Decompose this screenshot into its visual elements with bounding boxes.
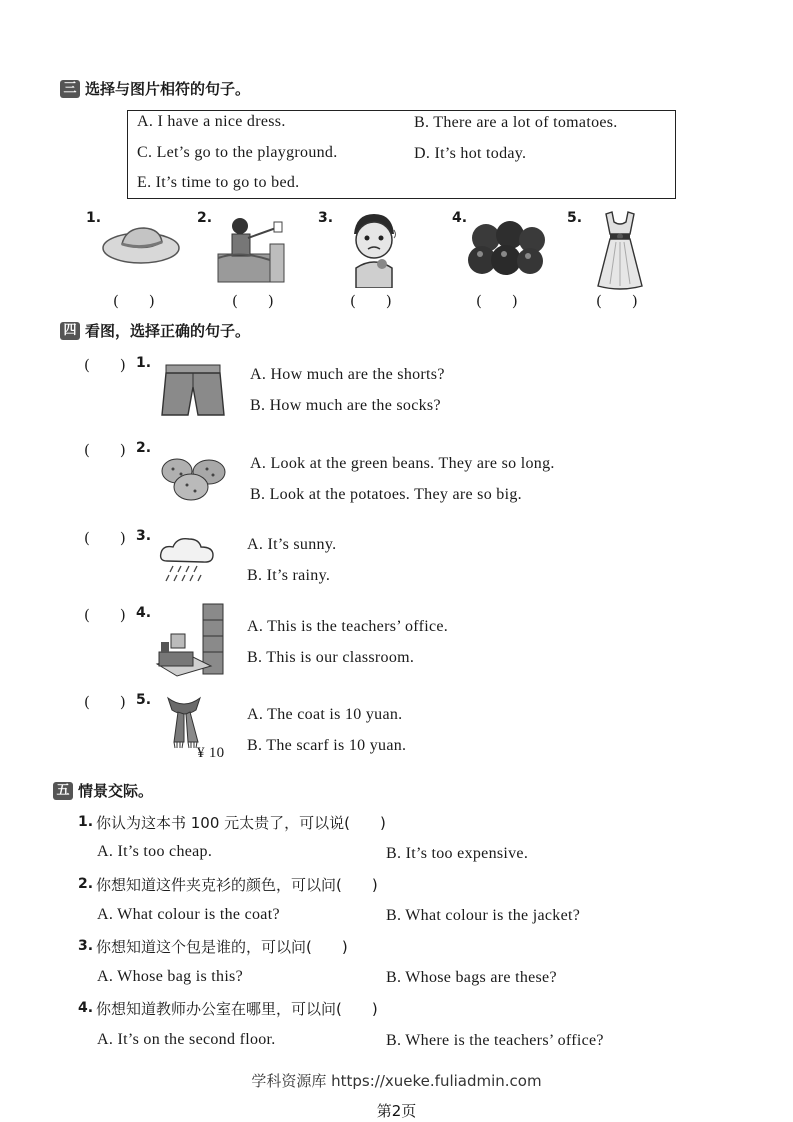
item-5-1-option-a: A. It’s too cheap. — [97, 843, 213, 860]
section-3-badge: 三 — [60, 80, 80, 98]
item-5-3-option-b: B. Whose bags are these? — [386, 969, 557, 986]
hot-boy-icon — [344, 212, 404, 288]
picture-2-number: 2. — [197, 210, 213, 226]
picture-2-blank[interactable]: ( ) — [232, 292, 274, 310]
item-4-1-number: 1. — [136, 355, 152, 371]
item-4-5-option-b: B. The scarf is 10 yuan. — [247, 737, 407, 754]
item-4-4-number: 4. — [136, 605, 152, 621]
option-d: D. It’s hot today. — [414, 145, 527, 162]
item-5-1-question: 你认为这本书 100 元太贵了，可以说( ) — [96, 814, 386, 832]
item-5-4-option-b: B. Where is the teachers’ office? — [386, 1032, 604, 1049]
item-5-4-number: 4. — [78, 1000, 94, 1016]
item-4-5-option-a: A. The coat is 10 yuan. — [247, 706, 403, 723]
potatoes-icon — [157, 455, 229, 503]
item-5-1-number: 1. — [78, 814, 94, 830]
item-5-4-question: 你想知道教师办公室在哪里，可以问( ) — [96, 1000, 378, 1018]
option-a: A. I have a nice dress. — [137, 113, 286, 130]
picture-4-blank[interactable]: ( ) — [476, 292, 518, 310]
rain-cloud-icon — [157, 535, 217, 585]
item-4-5-number: 5. — [136, 692, 152, 708]
scarf-price: ¥ 10 — [197, 745, 225, 761]
hat-icon — [100, 222, 182, 266]
section-4-title-text: 看图，选择正确的句子。 — [85, 322, 251, 340]
section-5-badge: 五 — [53, 782, 73, 800]
item-5-2-number: 2. — [78, 876, 94, 892]
item-4-4-blank[interactable]: ( ) — [84, 606, 126, 624]
section-5-title-text: 情景交际。 — [78, 782, 154, 800]
item-5-2-question: 你想知道这件夹克衫的颜色，可以问( ) — [96, 876, 378, 894]
item-5-4-option-a: A. It’s on the second floor. — [97, 1031, 276, 1048]
option-e: E. It’s time to go to bed. — [137, 174, 300, 191]
picture-3-blank[interactable]: ( ) — [350, 292, 392, 310]
item-4-3-option-b: B. It’s rainy. — [247, 567, 331, 584]
item-4-3-blank[interactable]: ( ) — [84, 529, 126, 547]
option-b: B. There are a lot of tomatoes. — [414, 114, 618, 131]
office-icon — [155, 602, 227, 678]
section-4-title — [60, 320, 250, 341]
item-5-3-option-a: A. Whose bag is this? — [97, 968, 243, 985]
bed-icon — [210, 214, 290, 288]
item-4-3-number: 3. — [136, 528, 152, 544]
picture-3-number: 3. — [318, 210, 334, 226]
item-4-4-option-a: A. This is the teachers’ office. — [247, 618, 449, 635]
item-5-2-option-a: A. What colour is the coat? — [97, 906, 280, 923]
section-3-title — [60, 78, 250, 99]
item-4-1-blank[interactable]: ( ) — [84, 356, 126, 374]
section-4-badge: 四 — [60, 322, 80, 340]
picture-1-number: 1. — [86, 210, 102, 226]
item-5-1-option-b: B. It’s too expensive. — [386, 845, 529, 862]
picture-4-number: 4. — [452, 210, 468, 226]
dress-icon — [596, 210, 644, 290]
item-5-3-number: 3. — [78, 938, 94, 954]
item-4-1-option-a: A. How much are the shorts? — [250, 366, 445, 383]
item-5-2-option-b: B. What colour is the jacket? — [386, 907, 581, 924]
picture-1-blank[interactable]: ( ) — [113, 292, 155, 310]
section-5-title — [53, 780, 153, 801]
item-4-2-number: 2. — [136, 440, 152, 456]
item-4-2-blank[interactable]: ( ) — [84, 441, 126, 459]
watermark-text: 学科资源库 https://xueke.fuliadmin.com — [251, 1072, 542, 1090]
item-4-2-option-b: B. Look at the potatoes. They are so big. — [250, 486, 522, 503]
section-3-title-text: 选择与图片相符的句子。 — [85, 80, 251, 98]
item-4-2-option-a: A. Look at the green beans. They are so long. — [250, 455, 555, 472]
item-5-3-question: 你想知道这个包是谁的，可以问( ) — [96, 938, 348, 956]
scarf-icon — [162, 696, 206, 750]
item-4-4-option-b: B. This is our classroom. — [247, 649, 415, 666]
option-c: C. Let’s go to the playground. — [137, 144, 338, 161]
tomatoes-icon — [466, 220, 548, 278]
page-number: 第2页 — [376, 1102, 417, 1120]
picture-5-number: 5. — [567, 210, 583, 226]
picture-5-blank[interactable]: ( ) — [596, 292, 638, 310]
item-4-5-blank[interactable]: ( ) — [84, 693, 126, 711]
item-4-1-option-b: B. How much are the socks? — [250, 397, 441, 414]
shorts-icon — [160, 363, 226, 419]
item-4-3-option-a: A. It’s sunny. — [247, 536, 337, 553]
